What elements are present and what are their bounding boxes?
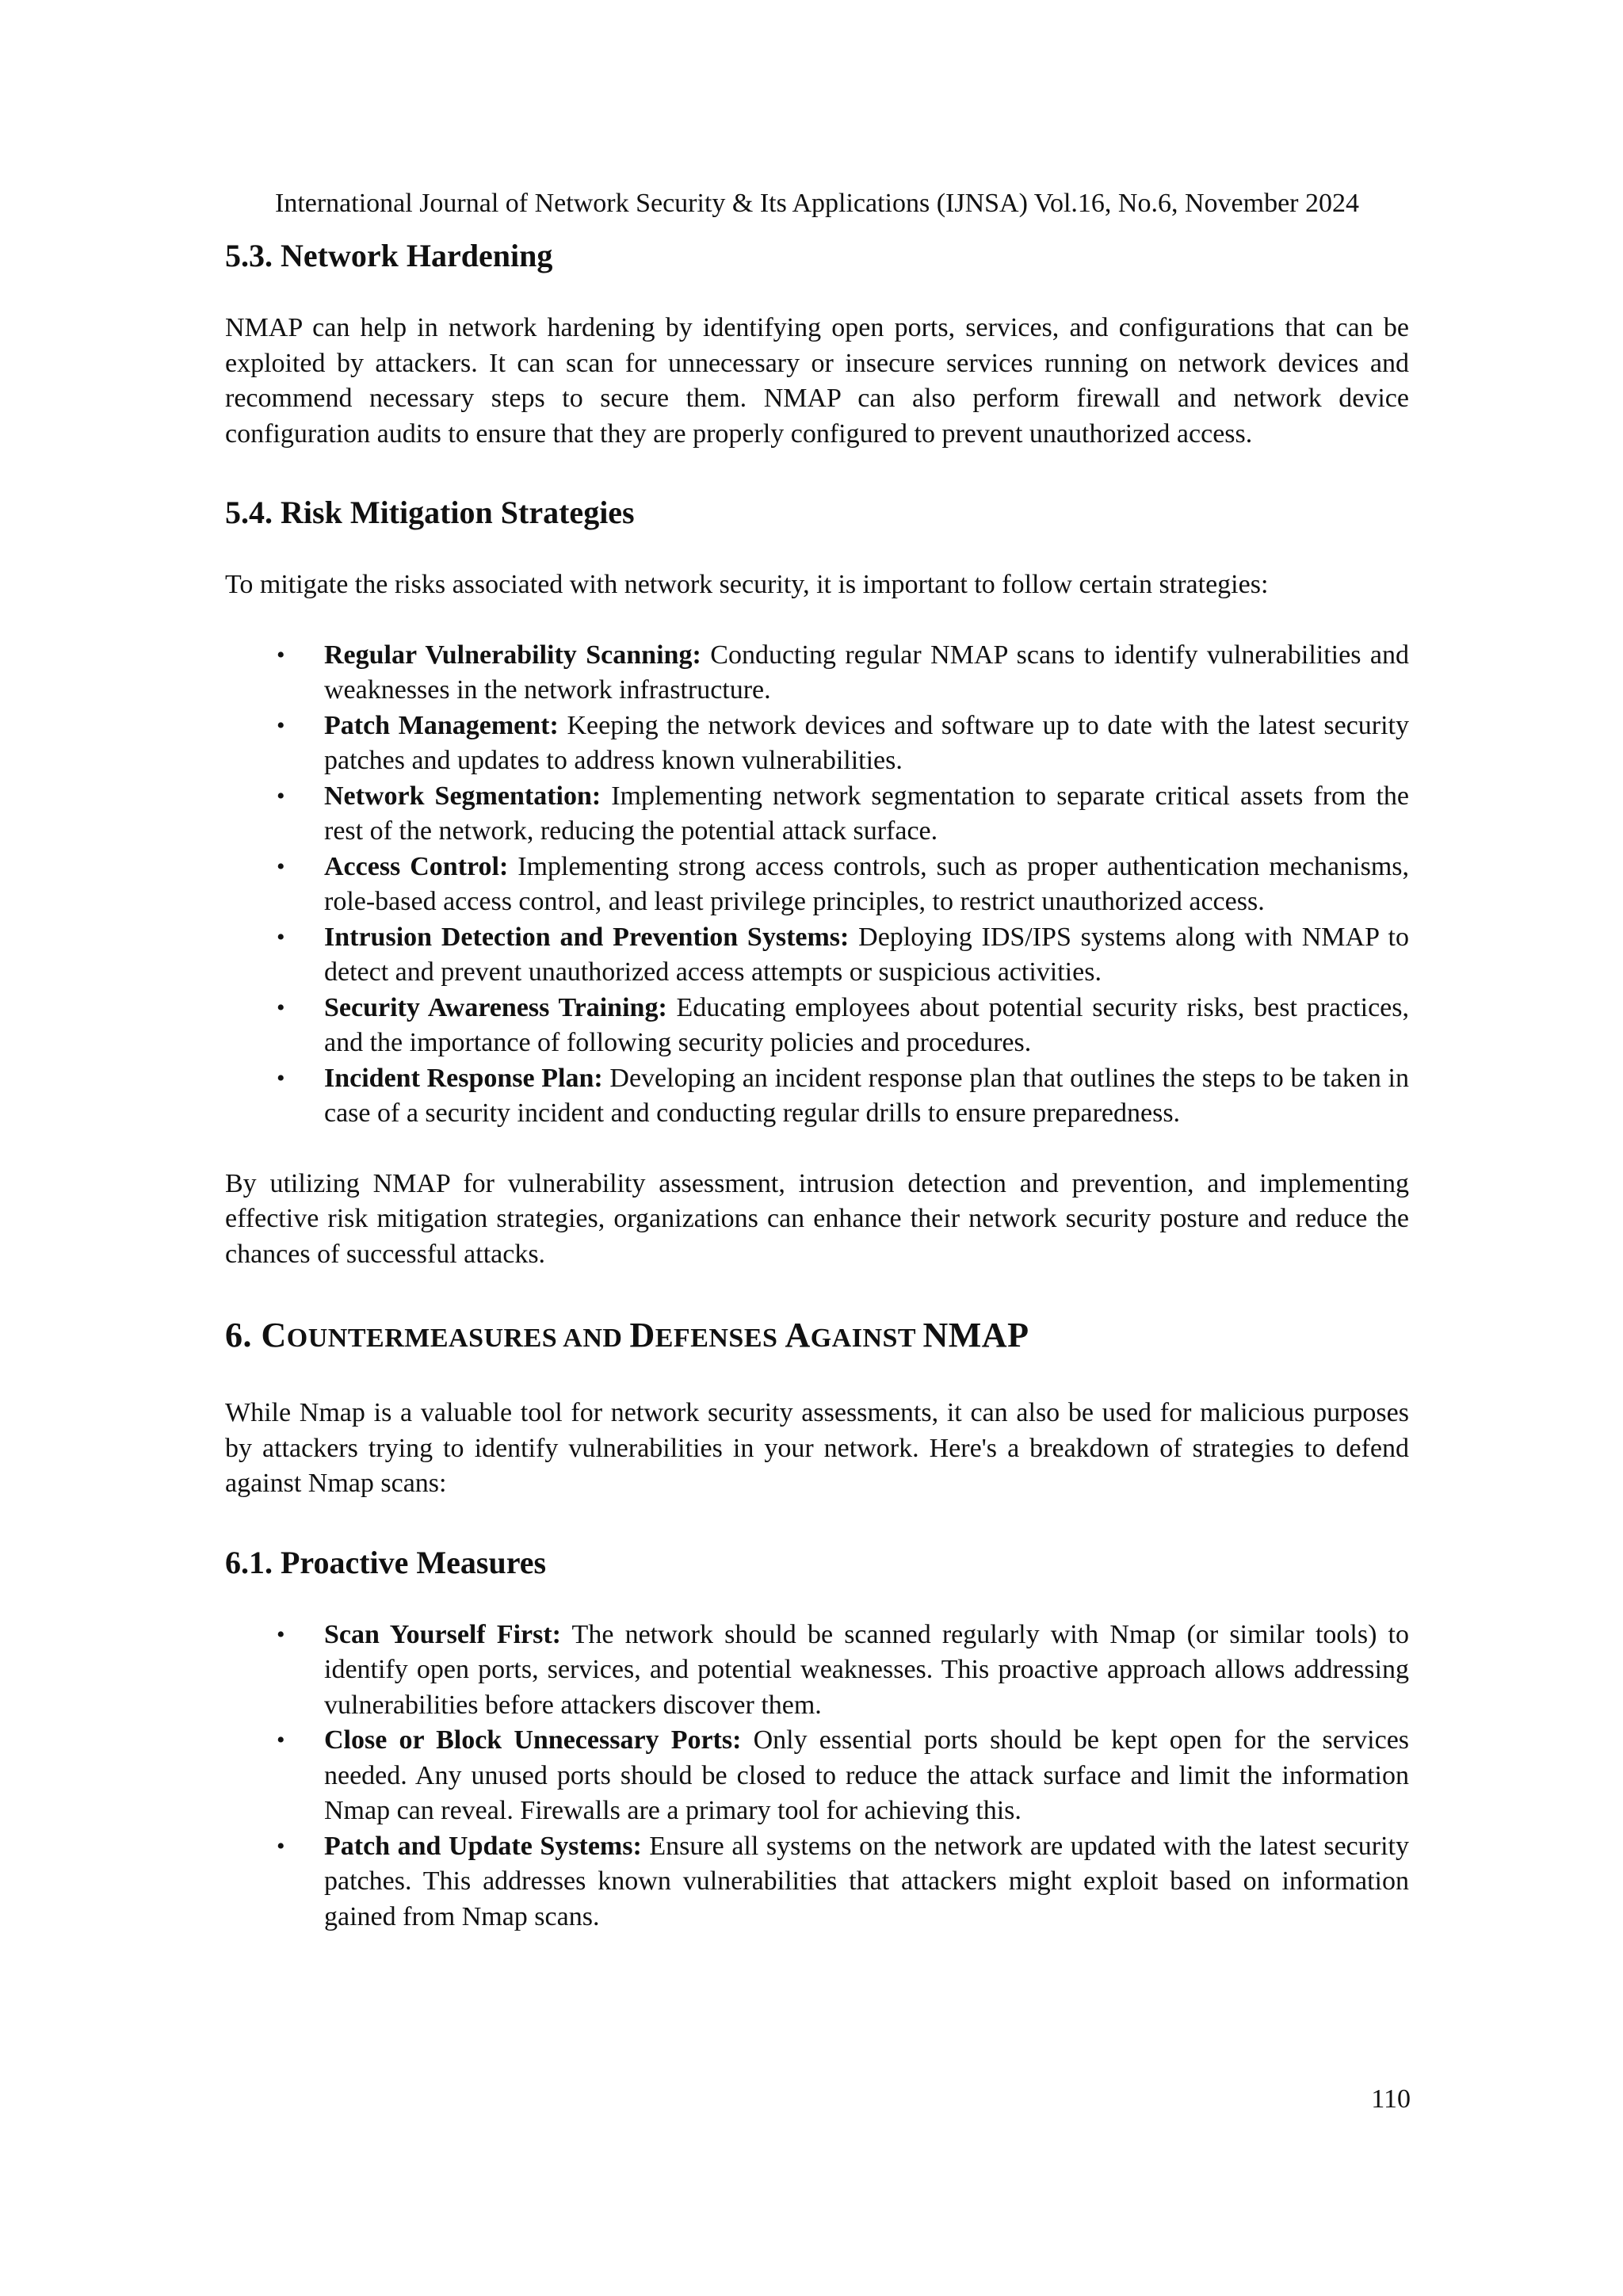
bullet-icon: • — [277, 1727, 285, 1753]
section-6-smallcaps: OUNTERMEASURES AND — [286, 1324, 630, 1353]
list-item-text: The network should be scanned regularly with Nmap (or similar tools) to identify open ports, services, and potential weaknesses. This proactive approach allows addressing vulnerabilities before attackers discover them. — [324, 1619, 1409, 1720]
list-item — [225, 991, 1409, 1061]
section-6-tail: NMAP — [922, 1316, 1029, 1354]
page-number: 110 — [1371, 2084, 1411, 2114]
section-6-heading — [225, 1313, 1409, 1361]
section-6-num: 6. — [225, 1316, 262, 1354]
section-6-body: While Nmap is a valuable tool for network security assessments, it can also be used for malicious purposes by attackers trying to identify vulnerabilities in your network. Here's a breakdown of strategies to defend against Nmap scans: — [225, 1398, 1409, 1498]
proactive-measures-list — [225, 1618, 1409, 1935]
list-item — [225, 850, 1409, 920]
list-item-term: Security Awareness Training: — [324, 992, 667, 1022]
section-6-cap: A — [785, 1316, 811, 1354]
bullet-icon: • — [277, 782, 285, 809]
list-item-term: Incident Response Plan: — [324, 1063, 603, 1093]
section-5-4-intro: To mitigate the risks associated with network security, it is important to follow certain strategies: — [225, 570, 1269, 599]
risk-mitigation-list — [225, 638, 1409, 1132]
list-item — [225, 1829, 1409, 1935]
section-5-4-conclusion: By utilizing NMAP for vulnerability assessment, intrusion detection and prevention, and implementing effective risk mitigation strategies, organizations can enhance their network security posture and reduce the chances of successful attacks. — [225, 1168, 1409, 1269]
list-item-term: Close or Block Unnecessary Ports: — [324, 1725, 742, 1755]
list-item-term: Access Control: — [324, 851, 509, 881]
list-item-text: Implementing network segmentation to separate critical assets from the rest of the network, reducing the potential attack surface. — [324, 781, 1410, 846]
list-item-text: Keeping the network devices and software up to date with the latest security patches and updates to address known vulnerabilities. — [324, 710, 1409, 775]
section-6-smallcaps: GAINST — [810, 1324, 923, 1353]
list-item-term: Patch and Update Systems: — [324, 1831, 642, 1861]
section-6-cap: D — [629, 1316, 655, 1354]
list-item-text: Educating employees about potential security risks, best practices, and the importance of following security policies and procedures. — [324, 992, 1409, 1057]
paper-page — [225, 187, 1409, 1935]
section-5-3-body: NMAP can help in network hardening by identifying open ports, services, and configurations that can be exploited by attackers. It can scan for unnecessary or insecure services running on network devices and recommend necessary steps to secure them. NMAP can also perform firewall and network device configuration audits to ensure that they are properly configured to prevent unauthorized access. — [225, 313, 1409, 449]
section-6-1-heading: 6.1. Proactive Measures — [225, 1544, 547, 1580]
list-item-term: Regular Vulnerability Scanning: — [324, 640, 701, 670]
bullet-icon: • — [277, 641, 285, 668]
bullet-icon: • — [277, 994, 285, 1021]
bullet-icon: • — [277, 853, 285, 880]
bullet-icon: • — [277, 1621, 285, 1648]
bullet-icon: • — [277, 923, 285, 950]
list-item — [225, 779, 1409, 850]
section-5-3-heading: 5.3. Network Hardening — [225, 238, 553, 273]
list-item-text: Implementing strong access controls, such as proper authentication mechanisms, role-based access control, and least privilege principles, to restrict unauthorized access. — [324, 851, 1409, 916]
list-item-text: Developing an incident response plan that outlines the steps to be taken in case of a security incident and conducting regular drills to ensure preparedness. — [324, 1063, 1409, 1128]
list-item-text: Only essential ports should be kept open for the services needed. Any unused ports should be closed to reduce the attack surface and limit the information Nmap can reveal. Firewalls are a primary tool for achieving this. — [324, 1725, 1410, 1825]
bullet-icon: • — [277, 1064, 285, 1091]
bullet-icon: • — [277, 1832, 285, 1859]
section-6-cap: C — [261, 1316, 287, 1354]
list-item — [225, 638, 1409, 709]
list-item — [225, 920, 1409, 991]
list-item-term: Intrusion Detection and Prevention Systems: — [324, 922, 850, 952]
list-item-text: Conducting regular NMAP scans to identify vulnerabilities and weaknesses in the network infrastructure. — [324, 640, 1410, 705]
list-item — [225, 1618, 1409, 1724]
list-item-term: Scan Yourself First: — [324, 1619, 562, 1649]
list-item-text: Deploying IDS/IPS systems along with NMAP to detect and prevent unauthorized access attempts or suspicious activities. — [324, 922, 1409, 987]
list-item-text: Ensure all systems on the network are updated with the latest security patches. This addresses known vulnerabilities that attackers might exploit based on information gained from Nmap scans. — [324, 1831, 1409, 1931]
running-head: International Journal of Network Security & Its Applications (IJNSA) Vol.16, No.6, November 2024 — [275, 189, 1359, 218]
bullet-icon: • — [277, 712, 285, 739]
list-item — [225, 709, 1409, 779]
list-item-term: Network Segmentation: — [324, 781, 601, 811]
section-5-4-heading: 5.4. Risk Mitigation Strategies — [225, 495, 635, 530]
list-item — [225, 1061, 1409, 1132]
section-6-smallcaps: EFENSES — [655, 1324, 785, 1353]
list-item — [225, 1723, 1409, 1829]
list-item-term: Patch Management: — [324, 710, 559, 740]
